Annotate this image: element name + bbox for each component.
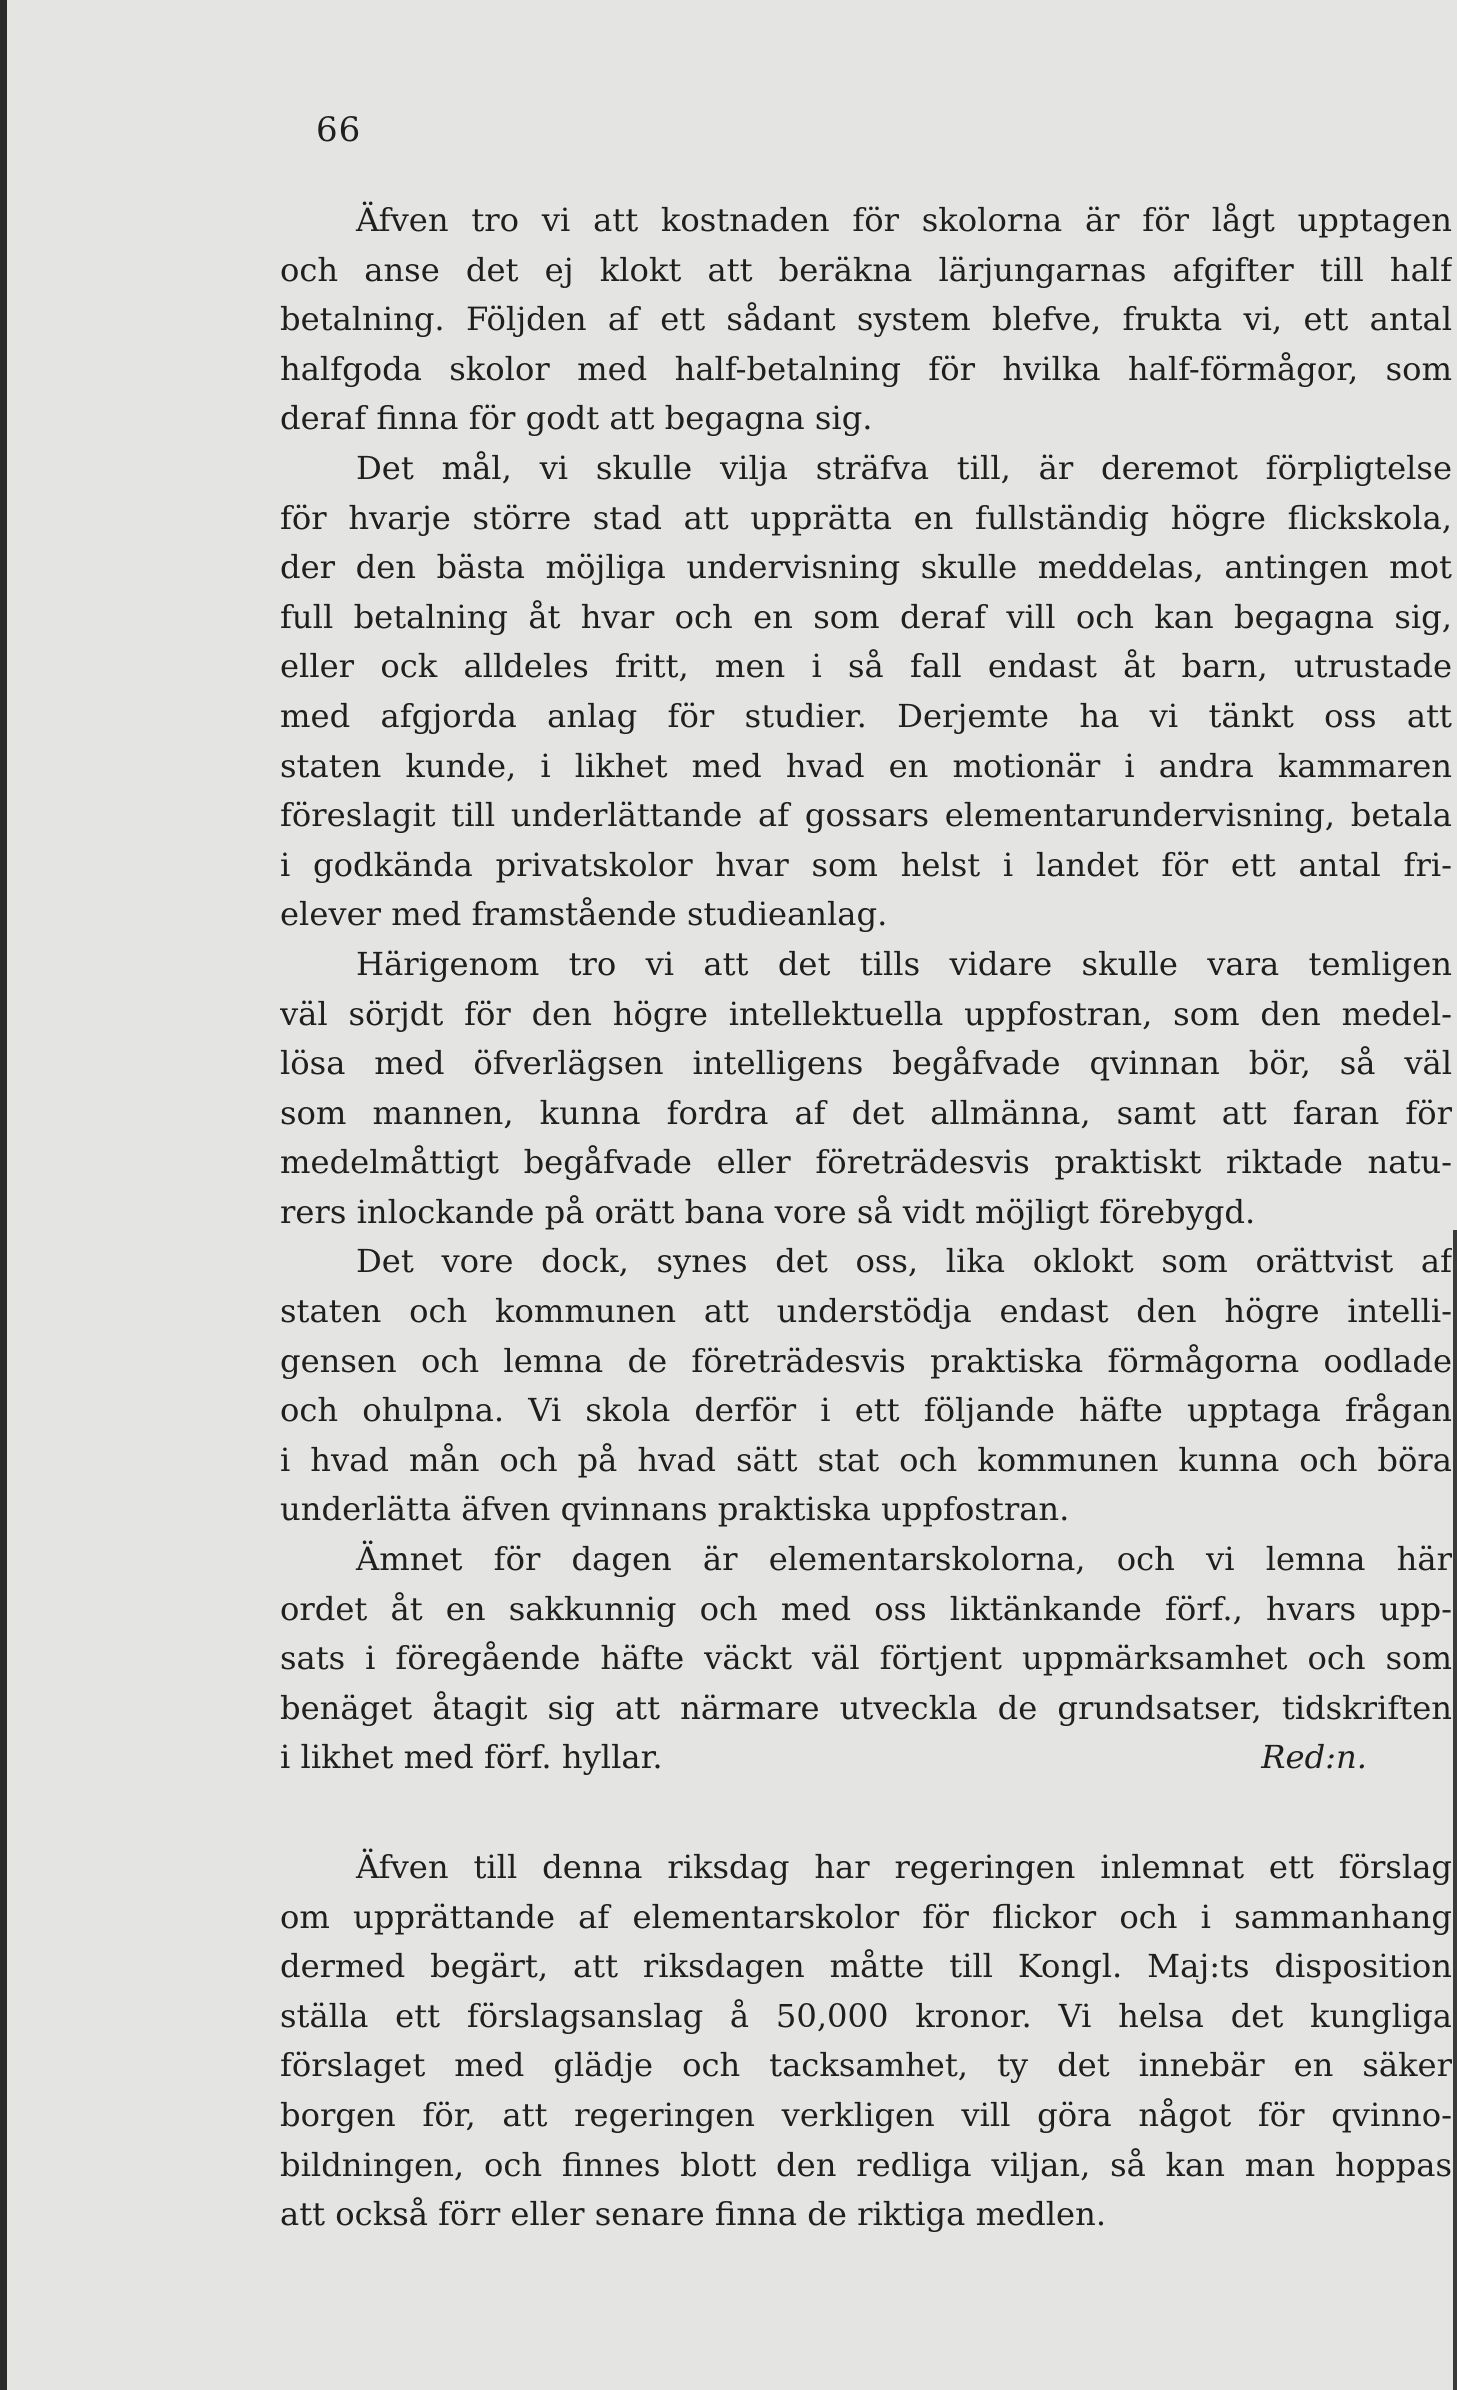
text-line: benäget åtagit sig att närmare utveckla de grundsatser, tidskriften (280, 1688, 1452, 1727)
text-line: i hvad mån och på hvad sätt stat och kommunen kunna och böra (280, 1440, 1452, 1479)
text-line: Ämnet för dagen är elementarskolorna, och vi lemna här (356, 1540, 1452, 1579)
text-line: eller ock alldeles fritt, men i så fall endast åt barn, utrustade (280, 647, 1452, 686)
text-line: väl sörjdt för den högre intellektuella uppfostran, som den medel- (280, 994, 1452, 1033)
text-line: Äfven till denna riksdag har regeringen inlemnat ett förslag (356, 1848, 1452, 1886)
text-line: för hvarje större stad att upprätta en fullständig högre flickskola, (280, 498, 1452, 537)
text-line: rers inlockande på orätt bana vore så vidt möjligt förebygd. (280, 1192, 1256, 1231)
text-line: ställa ett förslagsanslag å 50,000 kronor. Vi helsa det kungliga (280, 1996, 1452, 2035)
text-line: borgen för, att regeringen verkligen vill göra något för qvinno- (280, 2095, 1452, 2134)
text-line: staten kunde, i likhet med hvad en motionär i andra kammaren (280, 746, 1452, 785)
page-number: 66 (316, 110, 362, 150)
text-line: betalning. Följden af ett sådant system blefve, frukta vi, ett antal (280, 300, 1452, 339)
text-line: föreslagit till underlättande af gossars elementarundervisning, betala (280, 796, 1452, 835)
text-line: att också förr eller senare finna de riktiga medlen. (280, 2195, 1107, 2234)
text-line: i godkända privatskolor hvar som helst i landet för ett antal fri- (280, 845, 1452, 884)
text-line: med afgjorda anlag för studier. Derjemte ha vi tänkt oss att (280, 696, 1452, 735)
text-line: medelmåttigt begåfvade eller företrädesvis praktiskt riktade natu- (280, 1143, 1452, 1182)
text-line: staten och kommunen att understödja endast den högre intelli- (280, 1292, 1452, 1331)
text-line: och ohulpna. Vi skola derför i ett följande häfte upptaga frågan (280, 1391, 1452, 1430)
text-line: Det vore dock, synes det oss, lika oklokt som orättvist af (356, 1242, 1452, 1281)
text-line: som mannen, kunna fordra af det allmänna, samt att faran för (280, 1093, 1452, 1132)
page-right-edge (1453, 1230, 1457, 2390)
text-line: full betalning åt hvar och en som deraf vill och kan begagna sig, (280, 597, 1452, 636)
page-left-edge (0, 0, 7, 2390)
text-line: i likhet med förf. hyllar. (280, 1738, 663, 1777)
text-line: bildningen, och finnes blott den redliga viljan, så kan man hoppas (280, 2145, 1452, 2184)
text-line: om upprättande af elementarskolor för flickor och i sammanhang (280, 1897, 1452, 1936)
text-line: sats i föregående häfte väckt väl förtjent uppmärksamhet och som (280, 1639, 1452, 1678)
text-line: ordet åt en sakkunnig och med oss liktänkande förf., hvars upp- (280, 1589, 1452, 1628)
signed-line (280, 1733, 1452, 1783)
editor-signature: Red:n. (1261, 1738, 1367, 1777)
text-line: och anse det ej klokt att beräkna lärjungarnas afgifter till half (280, 250, 1452, 289)
text-line: Äfven tro vi att kostnaden för skolorna är för lågt upptagen (356, 201, 1452, 239)
text-line: underlätta äfven qvinnans praktiska uppfostran. (280, 1490, 1070, 1529)
text-line: elever med framstående studieanlag. (280, 895, 888, 934)
article-text-second-section (280, 1843, 1452, 2240)
text-line: deraf finna för godt att begagna sig. (280, 399, 873, 438)
text-line: dermed begärt, att riksdagen måtte till Kongl. Maj:ts disposition (280, 1947, 1452, 1986)
text-line: gensen och lemna de företrädesvis praktiska förmågorna oodlade (280, 1341, 1452, 1380)
text-line: Härigenom tro vi att det tills vidare skulle vara temligen (356, 944, 1452, 983)
article-text (280, 196, 1452, 1783)
text-line: halfgoda skolor med half-betalning för hvilka half-förmågor, som (280, 349, 1452, 388)
text-line: förslaget med glädje och tacksamhet, ty det innebär en säker (280, 2046, 1452, 2085)
text-line: der den bästa möjliga undervisning skulle meddelas, antingen mot (280, 548, 1452, 587)
text-line: Det mål, vi skulle vilja sträfva till, är deremot förpligtelse (356, 448, 1452, 487)
text-line: lösa med öfverlägsen intelligens begåfvade qvinnan bör, så väl (280, 1044, 1452, 1083)
